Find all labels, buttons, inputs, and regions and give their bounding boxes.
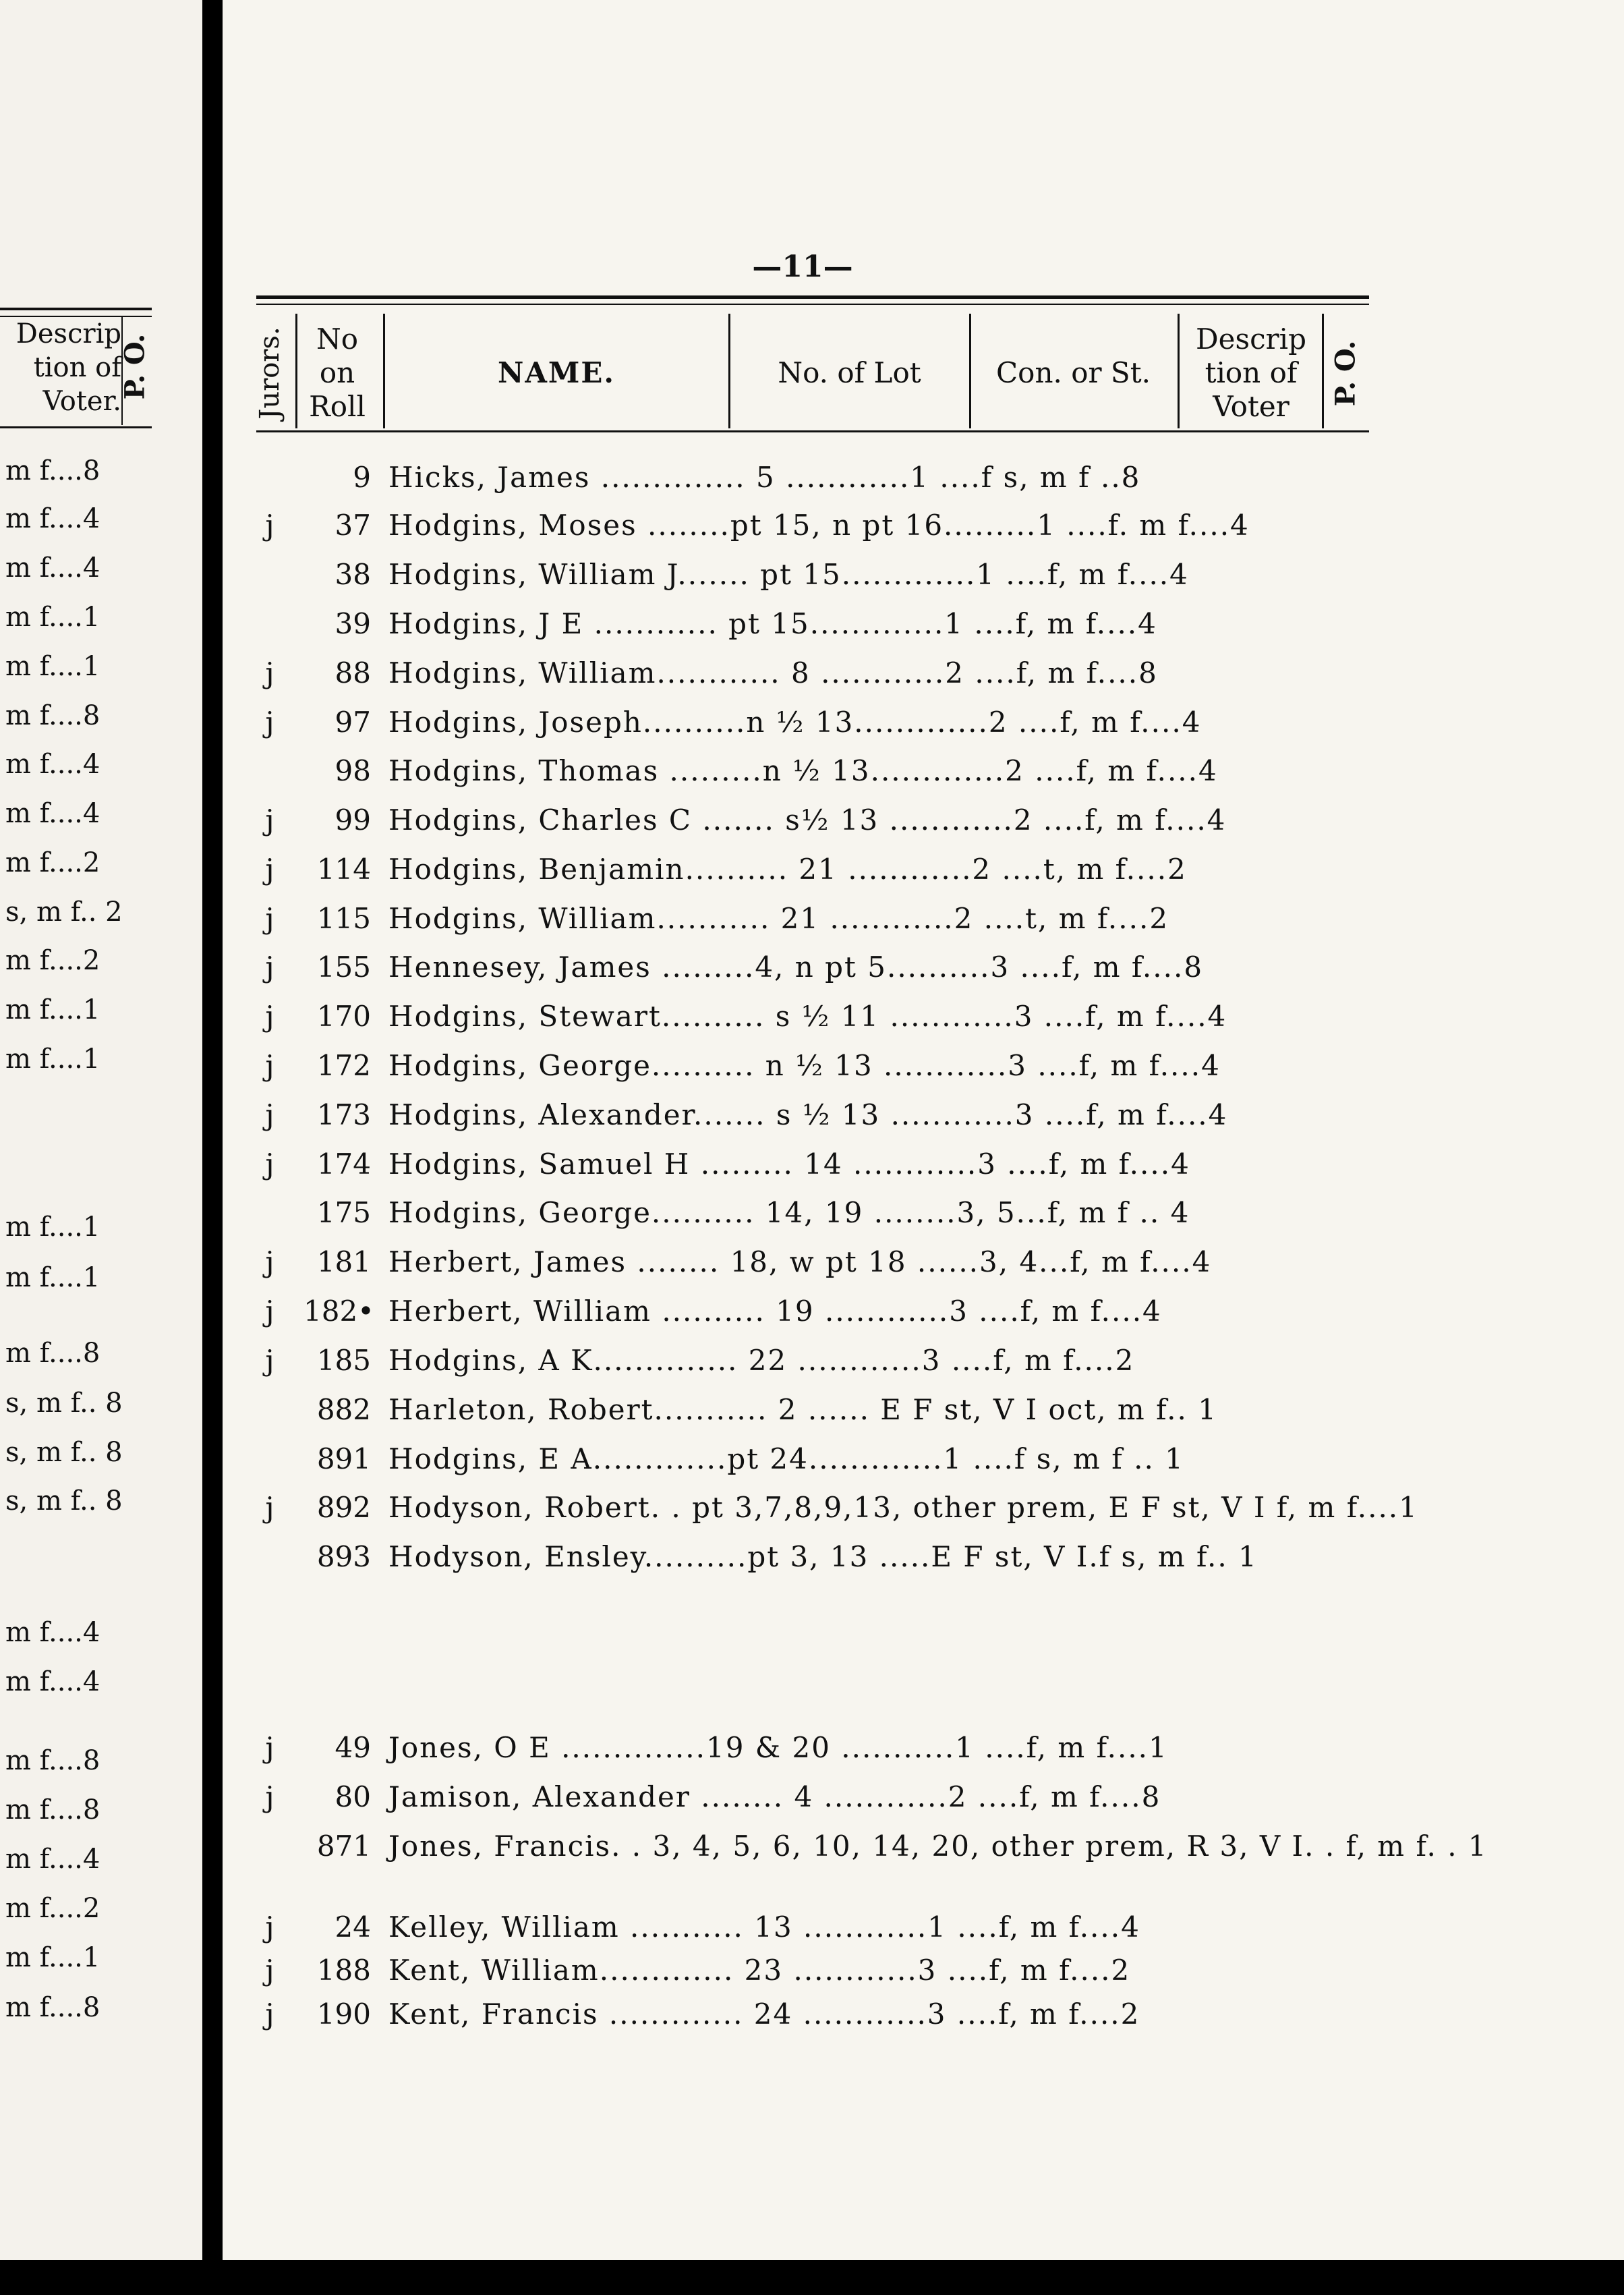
juror-mark: j [265,853,274,886]
roll-number: 97 [335,706,371,739]
prev-page-entry: m f....8 [5,1992,100,2023]
prev-page-entry: m f....2 [5,945,100,976]
juror-mark: j [265,902,274,935]
table-row [256,1435,1369,1483]
roll-number: 88 [335,656,371,689]
header-roll-line-2: on [319,356,355,389]
roll-number: 49 [335,1731,371,1764]
roll-number: 39 [335,607,371,640]
roll-number: 9 [353,461,371,494]
voter-entry: Jamison, Alexander ........ 4 ............2 ....f, m f....8 [388,1780,1161,1813]
voter-entry: Herbert, William .......... 19 ............3 ....f, m f....4 [388,1295,1162,1328]
header-roll-line-1: No [316,322,359,356]
table-row [256,550,1369,599]
previous-page-fragment [0,0,202,2260]
table-row [256,845,1369,894]
roll-number: 182• [303,1295,374,1328]
table-row [256,1946,1369,1995]
table-row [256,1533,1369,1581]
voter-entry: Hodgins, Thomas .........n ½ 13.............2 ....f, m f....4 [388,754,1218,787]
roll-number: 185 [316,1344,371,1377]
prev-page-entry: m f....4 [5,749,100,780]
roll-number: 891 [316,1442,371,1475]
voter-entry: Hicks, James .............. 5 ............1 ....f s, m f ..8 [388,461,1141,494]
juror-mark: j [265,1998,274,2031]
voter-entry: Hodgins, E A.............pt 24.............1 ....f s, m f .. 1 [388,1442,1184,1475]
page-number: —11— [752,250,853,284]
prev-page-entry: m f....4 [5,1844,100,1875]
roll-number: 114 [316,853,371,886]
page-gutter [202,0,223,2295]
header-po: P. O. [1329,340,1362,407]
juror-mark: j [265,1245,274,1278]
table-row [256,1724,1369,1772]
prev-page-entry: m f....8 [5,1794,100,1825]
voter-entry: Kent, William............. 23 ............3 ....f, m f....2 [388,1954,1131,1987]
voter-entry: Jones, O E ..............19 & 20 ...........1 ....f, m f....1 [388,1731,1168,1764]
voter-entry: Hodgins, Charles C ....... s½ 13 ............2 ....f, m f....4 [388,803,1227,837]
voter-entry: Kent, Francis ............. 24 ............3 ....f, m f....2 [388,1998,1140,2031]
prev-page-entry: m f....4 [5,798,100,829]
voter-entry: Jones, Francis. . 3, 4, 5, 6, 10, 14, 20, other prem, R 3, V I. . f, m f. . 1 [388,1830,1488,1863]
scan-bottom-edge [0,2260,1624,2295]
divider [1322,314,1324,428]
juror-mark: j [265,1910,274,1944]
roll-number: 882 [316,1393,371,1426]
prev-page-entry: m f....8 [5,1338,100,1369]
table-row [256,943,1369,992]
prev-page-entry: m f....1 [5,1044,100,1075]
table-row [256,501,1369,550]
voter-entry: Hodgins, Samuel H ......... 14 ............3 ....f, m f....4 [388,1148,1190,1181]
voter-entry: Hodgins, Joseph..........n ½ 13.............2 ....f, m f....4 [388,706,1202,739]
table-row [256,1189,1369,1237]
voter-entry: Hodgins, Stewart.......... s ½ 11 ............3 ....f, m f....4 [388,1000,1227,1033]
prev-po-label: P. O. [119,333,151,400]
table-row [256,747,1369,795]
roll-number: 173 [316,1098,371,1131]
roll-number: 871 [316,1830,371,1863]
voter-entry: Hodgins, George.......... n ½ 13 ............3 ....f, m f....4 [388,1049,1221,1082]
roll-number: 172 [316,1049,371,1082]
voter-entry: Hodgins, William............ 8 ............2 ....f, m f....8 [388,656,1158,689]
header-descrip-line-2: tion of [1205,356,1298,389]
juror-mark: j [265,803,274,837]
roll-number: 174 [316,1148,371,1181]
header-roll-line-3: Roll [309,390,366,423]
voter-entry: Hodgins, George.......... 14, 19 ........3, 5...f, m f .. 4 [388,1196,1190,1229]
prev-page-entry: s, m f.. 8 [5,1485,123,1517]
juror-mark: j [265,1098,274,1131]
header-roll [297,322,378,424]
voter-entry: Hodyson, Robert. . pt 3,7,8,9,13, other prem, E F st, V I f, m f....1 [388,1491,1418,1524]
table-header-rule [256,430,1369,432]
header-con: Con. or St. [996,356,1151,389]
table-top-rule [256,295,1369,299]
prev-page-entry: m f....4 [5,503,100,534]
prev-page-entry: m f....1 [5,602,100,633]
juror-mark: j [265,1049,274,1082]
juror-mark: j [265,1780,274,1813]
header-descrip [1180,322,1322,424]
roll-number: 188 [316,1954,371,1987]
header-name: NAME. [497,356,616,389]
juror-mark: j [265,706,274,739]
table-row [256,1287,1369,1336]
table-row [256,698,1369,747]
prev-page-top-rule [0,308,152,317]
voter-entry: Hodgins, Moses ........pt 15, n pt 16.........1 ....f. m f....4 [388,509,1250,542]
table-row [256,992,1369,1041]
voter-entry: Hodgins, A K.............. 22 ............3 ....f, m f....2 [388,1344,1135,1377]
voter-entry: Kelley, William ........... 13 ............1 ....f, m f....4 [388,1910,1140,1944]
table-row [256,1386,1369,1434]
table-row [256,1140,1369,1189]
table-row [256,1336,1369,1385]
roll-number: 38 [335,558,371,591]
prev-page-entry: s, m f.. 2 [5,897,123,928]
table-row [256,1822,1488,1871]
roll-number: 155 [316,951,371,984]
table-row [256,796,1369,845]
voter-entry: Herbert, James ........ 18, w pt 18 ......3, 4...f, m f....4 [388,1245,1212,1278]
table-row [256,1091,1369,1139]
table-row [256,649,1369,698]
prev-page-header-rule [0,426,152,428]
juror-mark: j [265,1148,274,1181]
roll-number: 892 [316,1491,371,1524]
table-row [256,1042,1369,1090]
roll-number: 24 [335,1910,371,1944]
voter-entry: Hodgins, William........... 21 ............2 ....t, m f....2 [388,902,1169,935]
roll-number: 190 [316,1998,371,2031]
prev-page-entry: m f....1 [5,1262,100,1293]
voter-entry: Hodgins, Benjamin.......... 21 ............2 ....t, m f....2 [388,853,1187,886]
voter-entry: Harleton, Robert........... 2 ...... E F st, V I oct, m f.. 1 [388,1393,1217,1426]
voter-entry: Hodgins, J E ............ pt 15.............1 ....f, m f....4 [388,607,1157,640]
roll-number: 115 [316,902,371,935]
voter-entry: Hodgins, Alexander....... s ½ 13 ............3 ....f, m f....4 [388,1098,1228,1131]
prev-page-entry: m f....4 [5,552,100,584]
prev-header-line-3: Voter. [42,386,121,417]
roll-number: 98 [335,754,371,787]
prev-page-header [0,317,121,418]
roll-number: 181 [316,1245,371,1278]
prev-header-line-1: Descrip [16,318,121,349]
prev-page-entry: m f....8 [5,1745,100,1776]
prev-page-entry: m f....4 [5,1666,100,1697]
prev-page-po-header [121,317,153,425]
prev-page-entry: m f....2 [5,1893,100,1924]
header-lot: No. of Lot [778,356,921,389]
table-row [256,1903,1369,1952]
prev-header-line-2: tion of [33,352,121,383]
prev-page-entry: m f....4 [5,1617,100,1648]
juror-mark: j [265,509,274,542]
prev-page-entry: m f....8 [5,700,100,731]
roll-number: 170 [316,1000,371,1033]
prev-page-entry: m f....1 [5,651,100,682]
table-row [256,453,1369,502]
roll-number: 99 [335,803,371,837]
table-top-rule-thin [256,304,1369,305]
roll-number: 80 [335,1780,371,1813]
juror-mark: j [265,1731,274,1764]
roll-number: 893 [316,1540,371,1573]
roll-number: 175 [316,1196,371,1229]
table-row [256,600,1369,648]
header-jurors: Jurors. [254,327,285,420]
prev-page-entry: s, m f.. 8 [5,1437,123,1468]
table-row [256,1238,1369,1286]
juror-mark: j [265,951,274,984]
juror-mark: j [265,1954,274,1987]
juror-mark: j [265,1491,274,1524]
prev-page-entry: m f....2 [5,847,100,878]
divider [1178,314,1180,428]
juror-mark: j [265,1000,274,1033]
table-row [256,895,1369,943]
roll-number: 37 [335,509,371,542]
prev-page-entry: m f....1 [5,1942,100,1973]
voter-entry: Hennesey, James .........4, n pt 5..........3 ....f, m f....8 [388,951,1204,984]
table-row [256,1990,1369,2039]
juror-mark: j [265,1344,274,1377]
prev-page-entry: m f....8 [5,455,100,486]
table-row [256,1773,1369,1821]
prev-page-entry: m f....1 [5,994,100,1025]
header-descrip-line-3: Voter [1213,390,1289,423]
voter-entry: Hodyson, Ensley..........pt 3, 13 .....E F st, V I.f s, m f.. 1 [388,1540,1258,1573]
header-descrip-line-1: Descrip [1195,322,1306,356]
table-row [256,1483,1418,1532]
juror-mark: j [265,1295,274,1328]
voter-entry: Hodgins, William J....... pt 15.............1 ....f, m f....4 [388,558,1189,591]
prev-page-entry: s, m f.. 8 [5,1388,123,1419]
juror-mark: j [265,656,274,689]
prev-page-entry: m f....1 [5,1212,100,1243]
